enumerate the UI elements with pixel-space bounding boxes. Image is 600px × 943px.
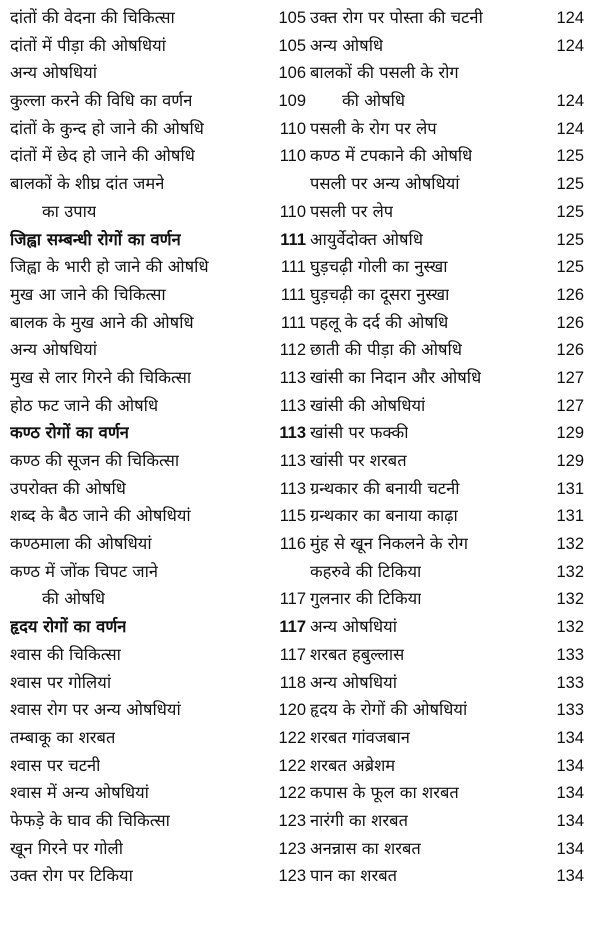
toc-entry [10,281,306,309]
entry-title: मुख से लार गिरने की चिकित्सा [10,367,192,387]
entry-title: मुंह से खून निकलने के रोग [310,534,469,554]
toc-entry [10,309,306,337]
entry-page-number: 125 [556,147,584,166]
entry-page-number: 125 [556,175,584,194]
entry-page-number: 131 [556,507,584,526]
entry-page-number: 132 [556,590,584,609]
toc-left-column [10,4,306,943]
section-title: जिह्वा सम्बन्धी रोगों का वर्णन [10,229,181,249]
entry-page-number: 134 [556,867,584,886]
toc-entry [10,4,306,32]
entry-page-number: 112 [279,341,306,360]
entry-page-number: 134 [556,811,584,830]
toc-entry [310,807,596,835]
toc-entry-continuation [310,87,596,115]
entry-title: कुल्ला करने की विधि का वर्णन [10,91,193,111]
toc-entry [10,475,306,503]
toc-entry [310,142,596,170]
toc-entry [310,835,596,863]
entry-page-number: 125 [556,258,584,277]
toc-entry [10,752,306,780]
entry-page-number: 126 [556,341,584,360]
toc-entry [310,4,596,32]
entry-title: श्वास की चिकित्सा [10,644,121,664]
toc-entry-continuation [10,585,306,613]
entry-title: कण्ठ में टपकाने की ओषधि [310,146,473,166]
toc-entry [10,724,306,752]
toc-entry [10,558,306,586]
entry-page-number: 113 [279,479,306,498]
toc-entry [310,392,596,420]
entry-page-number: 117 [279,618,306,637]
entry-page-number: 124 [556,36,584,55]
entry-page-number: 111 [280,230,306,249]
entry-page-number: 113 [279,396,306,415]
entry-page-number: 124 [556,119,584,138]
entry-page-number: 134 [556,784,584,803]
entry-page-number: 105 [278,9,306,27]
entry-title: आयुर्वेदोक्त ओषधि [310,229,423,249]
entry-page-number: 129 [556,452,584,470]
entry-page-number: 127 [556,396,584,415]
entry-title: खांसी का निदान और ओषधि [310,367,482,387]
entry-page-number: 123 [278,811,306,830]
entry-title: कण्ठ की सूजन की चिकित्सा [10,451,180,470]
toc-entry [310,862,596,890]
entry-title: ग्रन्थकार की बनायी चटनी [310,478,460,498]
entry-title: खांसी की ओषधियां [310,395,426,415]
entry-page-number: 125 [556,230,584,249]
toc-entry [10,336,306,364]
toc-entry-continuation [10,198,306,226]
toc-entry [310,115,596,143]
entry-title: का उपाय [42,201,97,221]
entry-title: दांतों में पीड़ा की ओषधियां [10,35,166,55]
entry-page-number: 131 [556,479,584,498]
entry-title: अन्य ओषधि [310,35,384,55]
entry-page-number: 134 [556,756,584,775]
entry-page-number: 120 [278,701,306,720]
entry-page-number: 106 [278,64,306,83]
entry-title: शरबत गांवजबान [310,727,410,747]
entry-page-number: 129 [556,424,584,443]
toc-entry [310,281,596,309]
toc-entry [310,779,596,807]
entry-title: उक्त रोग पर टिकिया [10,866,133,886]
entry-title: दांतों के कुन्द हो जाने की ओषधि [10,118,204,138]
entry-title: पहलू के दर्द की ओषधि [310,312,449,332]
entry-page-number: 125 [556,202,584,221]
entry-page-number: 126 [556,313,584,332]
toc-section-heading [10,226,306,254]
toc-entry [10,59,306,87]
toc-entry [10,392,306,420]
entry-page-number: 122 [278,728,306,747]
entry-page-number: 115 [279,507,306,526]
entry-title: श्वास पर चटनी [10,755,101,775]
toc-entry [310,309,596,337]
entry-title: नारंगी का शरबत [310,810,408,830]
toc-entry [310,198,596,226]
entry-title: खांसी पर शरबत [310,451,407,470]
entry-page-number: 133 [556,645,584,664]
entry-title: गुलनार की टिकिया [310,589,422,609]
toc-entry [10,253,306,281]
entry-title: जिह्वा के भारी हो जाने की ओषधि [10,257,209,277]
entry-page-number: 122 [278,756,306,775]
toc-entry [10,530,306,558]
entry-title: पसली पर अन्य ओषधियां [310,174,460,194]
entry-title: मुख आ जाने की चिकित्सा [10,284,166,304]
entry-title: पान का शरबत [310,866,398,886]
toc-entry [310,724,596,752]
entry-page-number: 133 [556,701,584,720]
entry-page-number: 122 [278,784,306,803]
entry-title: खून गिरने पर गोली [10,838,124,858]
toc-entry [310,752,596,780]
entry-page-number: 117 [279,645,306,664]
toc-entry [310,558,596,586]
toc-entry [310,696,596,724]
toc-entry [10,669,306,697]
toc-entry [10,502,306,530]
entry-title: अनन्नास का शरबत [310,838,421,858]
entry-title: अन्य ओषधियां [310,617,397,637]
entry-title: अन्य ओषधियां [310,672,397,692]
toc-entry [10,447,306,475]
entry-page-number: 105 [278,36,306,55]
toc-entry [10,696,306,724]
entry-page-number: 132 [556,618,584,637]
entry-page-number: 116 [279,535,306,554]
entry-page-number: 113 [279,452,306,470]
entry-page-number: 118 [279,673,306,692]
toc-entry [310,447,596,475]
entry-title: कण्ठमाला की ओषधियां [10,534,152,554]
entry-title: दांतों की वेदना की चिकित्सा [10,8,175,27]
entry-title: श्वास पर गोलियां [10,672,112,692]
toc-entry [10,115,306,143]
entry-title: की ओषधि [42,589,106,609]
toc-entry [310,364,596,392]
entry-title: कहरुवे की टिकिया [310,561,422,581]
entry-title: ग्रन्थकार का बनाया काढ़ा [310,506,458,526]
toc-entry [10,142,306,170]
entry-page-number: 124 [556,9,584,27]
entry-page-number: 126 [556,285,584,304]
entry-page-number: 110 [279,202,306,221]
toc-entry [310,475,596,503]
entry-page-number: 124 [556,92,584,111]
entry-page-number: 111 [280,258,306,277]
toc-entry [310,502,596,530]
entry-title: शरबत हबुल्लास [310,644,405,664]
toc-right-column [310,4,596,943]
entry-page-number: 110 [279,119,306,138]
entry-page-number: 134 [556,728,584,747]
toc-section-heading [10,613,306,641]
entry-page-number: 111 [280,285,306,304]
entry-title: होठ फट जाने की ओषधि [10,395,159,415]
entry-title: घुड़चढ़ी का दूसरा नुस्खा [310,284,450,304]
toc-entry [10,807,306,835]
entry-title: उक्त रोग पर पोस्ता की चटनी [310,8,483,27]
entry-title: तम्बाकू का शरबत [10,727,116,747]
entry-page-number: 127 [556,368,584,387]
entry-page-number: 109 [278,92,306,111]
entry-title: कण्ठ में जोंक चिपट जाने [10,561,159,581]
entry-title: बालकों की पसली के रोग [310,63,459,83]
toc-entry [10,32,306,60]
entry-title: श्वास में अन्य ओषधियां [10,783,149,803]
toc-entry [310,613,596,641]
entry-title: पसली के रोग पर लेप [310,118,437,138]
entry-page-number: 117 [279,590,306,609]
entry-title: फेफड़े के घाव की चिकित्सा [10,810,170,830]
entry-page-number: 132 [556,562,584,581]
entry-title: शब्द के बैठ जाने की ओषधियां [10,506,191,526]
entry-title: शरबत अब्रेशम [310,755,396,775]
section-title: हृदय रोगों का वर्णन [10,617,127,637]
toc-entry [10,862,306,890]
toc-entry [10,641,306,669]
entry-page-number: 132 [556,535,584,554]
toc-entry [310,32,596,60]
entry-title: श्वास रोग पर अन्य ओषधियां [10,700,181,720]
toc-entry [310,59,596,87]
entry-page-number: 123 [278,867,306,886]
entry-title: उपरोक्त की ओषधि [10,478,126,498]
entry-page-number: 110 [279,147,306,166]
entry-title: दांतों में छेद हो जाने की ओषधि [10,146,195,166]
toc-entry [310,669,596,697]
toc-entry [310,585,596,613]
entry-title: कपास के फूल का शरबत [310,783,459,803]
entry-title: अन्य ओषधियां [10,340,97,360]
entry-title: खांसी पर फक्की [310,423,409,443]
toc-entry [10,835,306,863]
entry-page-number: 111 [280,313,306,332]
section-title: कण्ठ रोगों का वर्णन [10,423,129,443]
entry-title: पसली पर लेप [310,201,394,221]
toc-entry [310,336,596,364]
toc-entry [10,87,306,115]
entry-page-number: 123 [278,839,306,858]
toc-entry [310,170,596,198]
toc-entry [310,226,596,254]
entry-title: बालक के मुख आने की ओषधि [10,312,194,332]
entry-page-number: 134 [556,839,584,858]
entry-page-number: 113 [279,368,306,387]
entry-title: की ओषधि [342,91,406,111]
toc-entry [310,530,596,558]
toc-entry [310,641,596,669]
entry-page-number: 133 [556,673,584,692]
entry-title: अन्य ओषधियां [10,63,97,83]
toc-section-heading [10,419,306,447]
entry-title: घुड़चढ़ी गोली का नुस्खा [310,257,448,277]
toc-entry [10,779,306,807]
entry-page-number: 113 [279,424,306,443]
entry-title: छाती की पीड़ा की ओषधि [310,340,462,360]
toc-entry [310,253,596,281]
entry-title: हृदय के रोगों की ओषधियां [310,700,468,720]
entry-title: बालकों के शीघ्र दांत जमने [10,174,165,194]
toc-entry [310,419,596,447]
toc-entry [10,364,306,392]
toc-entry [10,170,306,198]
